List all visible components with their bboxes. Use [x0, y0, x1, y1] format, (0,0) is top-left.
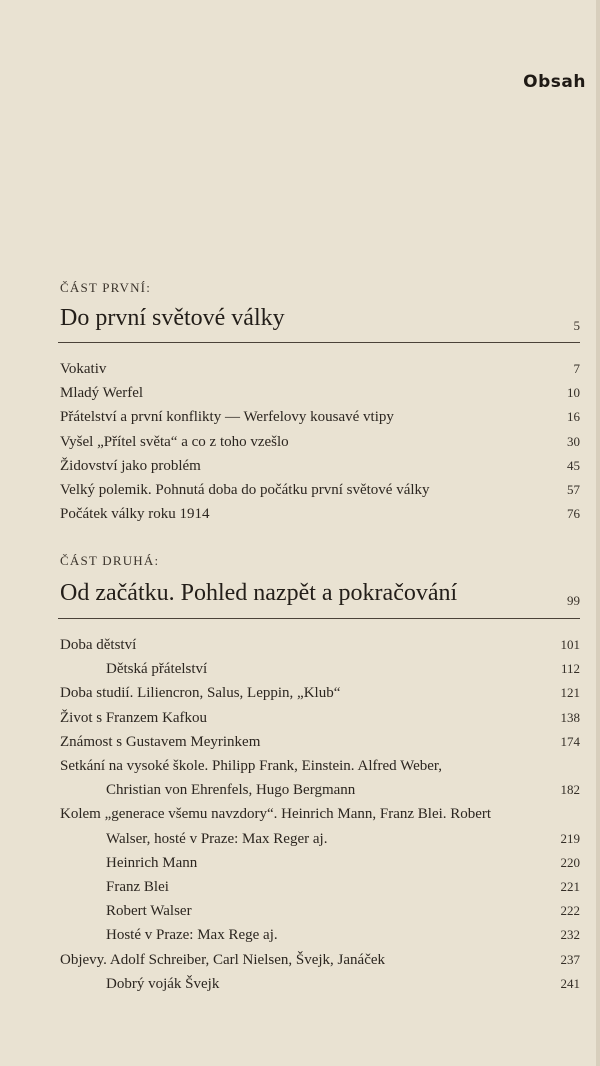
toc-entry-page: 45 [567, 457, 580, 473]
toc-entry-title: Doba dětství [60, 637, 137, 653]
toc-entry [0, 730, 600, 754]
toc-entry-title: Přátelství a první konflikty — Werfelovy kousavé vtipy [60, 409, 394, 426]
toc-entry-page: 174 [560, 733, 580, 749]
toc-entry-title: Život s Franzem Kafkou [60, 709, 208, 726]
part-one-title: Do první světové války [60, 305, 285, 331]
toc-entry-page: 7 [573, 361, 580, 376]
toc-entry-title: Doba studií. Liliencron, Salus, Leppin, „Klub“ [60, 685, 341, 702]
part-one-page: 5 [573, 318, 580, 333]
part-one-label: ČÁST PRVNÍ: [60, 280, 152, 295]
toc-entry-page: 232 [560, 927, 580, 943]
toc-entry [0, 357, 600, 381]
toc-entry-page: 57 [567, 482, 580, 497]
toc-entry-title: Mladý Werfel [60, 385, 144, 402]
toc-entry-title: Setkání na vysoké škole. Philipp Frank, Einstein. Alfred Weber, [60, 758, 443, 774]
toc-entry-title: Heinrich Mann [106, 854, 198, 871]
toc-entry [0, 657, 600, 681]
toc-entry-page: 220 [560, 854, 580, 870]
toc-entry-page: 221 [560, 879, 580, 894]
toc-entry [0, 706, 600, 730]
toc-entry-title: Velký polemik. Pohnutá doba do počátku první světové války [60, 482, 430, 498]
toc-entry-page: 121 [560, 685, 580, 701]
toc-entry [0, 851, 600, 875]
toc-entry [0, 778, 600, 802]
toc-entry-page: 241 [560, 975, 580, 991]
toc-entry [0, 381, 600, 405]
toc-entry-page: 219 [560, 830, 580, 846]
part-two-divider [58, 618, 580, 619]
part-one-divider [58, 342, 580, 343]
toc-entry [0, 923, 600, 947]
toc-entry-title: Vyšel „Přítel světa“ a co z toho vzešlo [60, 433, 289, 450]
toc-entry-page: 112 [560, 661, 580, 677]
toc-entry-title: Dětská přátelství [106, 661, 208, 678]
part-two-page: 99 [567, 593, 580, 608]
toc-entry [0, 454, 600, 478]
toc-entry [0, 827, 600, 851]
toc-entry-title: Walser, hosté v Praze: Max Reger aj. [106, 830, 328, 847]
toc-entry [0, 405, 600, 429]
toc-entry [0, 681, 600, 705]
toc-entry-page: 16 [567, 409, 580, 425]
toc-entry-title: Vokativ [60, 361, 107, 377]
toc-entry [0, 430, 600, 454]
toc-entry-title: Objevy. Adolf Schreiber, Carl Nielsen, Švejk, Janáček [60, 951, 386, 968]
toc-entry-page: 182 [560, 782, 580, 798]
toc-entry [0, 478, 600, 502]
toc-entry-page: 30 [567, 433, 580, 449]
page-title: Obsah [523, 72, 586, 92]
toc-entry-page: 222 [560, 903, 580, 919]
toc-entry-page: 138 [560, 709, 580, 725]
toc-entry [0, 502, 600, 526]
toc-entry [0, 948, 600, 972]
toc-entry-title: Hosté v Praze: Max Rege aj. [106, 927, 278, 944]
toc-entry [0, 633, 600, 657]
toc-entry-title: Robert Walser [106, 903, 192, 920]
toc-entry-title: Kolem „generace všemu navzdory“. Heinrich Mann, Franz Blei. Robert [60, 806, 492, 823]
part-two-label: ČÁST DRUHÁ: [60, 553, 160, 568]
toc-entry [0, 754, 600, 778]
toc-entry-title: Známost s Gustavem Meyrinkem [60, 733, 261, 750]
toc-entry [0, 802, 600, 826]
page-edge [596, 0, 600, 1066]
toc-entry-page: 76 [567, 506, 580, 522]
toc-entry [0, 899, 600, 923]
toc-entry-title: Christian von Ehrenfels, Hugo Bergmann [106, 782, 356, 799]
toc-entry-title: Židovství jako problém [60, 457, 201, 474]
part-two-title: Od začátku. Pohled nazpět a pokračování [60, 580, 458, 606]
toc-entry-title: Počátek války roku 1914 [60, 506, 210, 523]
toc-entry-title: Franz Blei [106, 879, 169, 895]
toc-entry-page: 10 [567, 385, 580, 401]
toc-entry-page: 237 [560, 951, 580, 967]
toc-entry-page: 101 [560, 637, 580, 652]
toc-entry [0, 972, 600, 996]
toc-entry-title: Dobrý voják Švejk [106, 975, 220, 992]
toc-entry [0, 875, 600, 899]
